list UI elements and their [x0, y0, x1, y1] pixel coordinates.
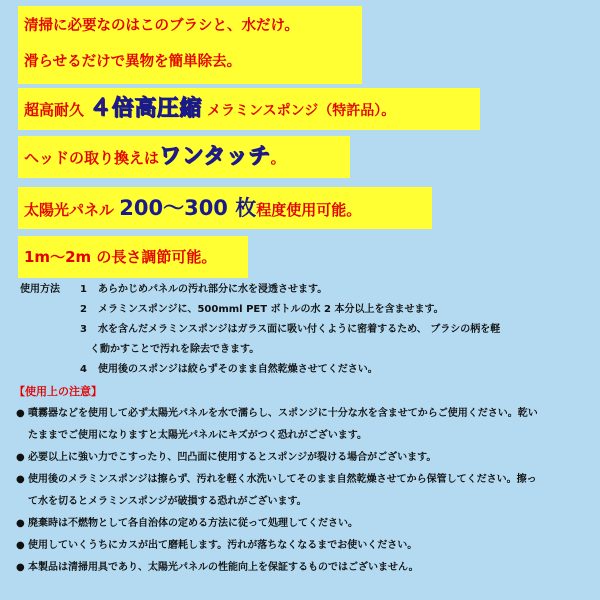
usage-label: 使用方法 [20, 284, 60, 295]
caution-continuation: たままでご使用になりますと太陽光パネルにキズがつく恐れがございます。 [28, 430, 367, 441]
usage-step-text: 使用後のスポンジは絞らずそのまま自然乾燥させてください。 [98, 364, 378, 375]
caution-text: 噴霧器などを使用して必ず太陽光パネルを水で濡らし、スポンジに十分な水を含ませてからご使用ください。乾い [28, 408, 538, 419]
bullet-icon: ● [16, 540, 25, 551]
highlight-line-3-pre: 超高耐久 [24, 101, 85, 119]
caution-continuation: て水を切るとメラミンスポンジが破損する恐れがございます。 [28, 496, 307, 507]
usage-step [20, 300, 590, 320]
highlight-line-5-post: 程度使用可能。 [256, 201, 362, 219]
highlight-line-2: 滑らせるだけで異物を簡単除去。 [24, 54, 242, 70]
highlight-line-4-post: 。 [270, 149, 286, 167]
caution-text: 必要以上に強い力でこすったり、凹凸面に使用するとスポンジが裂ける場合がございます。 [28, 452, 437, 463]
usage-step [20, 320, 590, 340]
highlight-line-5-pre: 太陽光パネル [24, 201, 115, 219]
highlight-line-4-pre: ヘッドの取り換えは [24, 149, 160, 167]
caution-text: 廃棄時は不燃物として各自治体の定める方法に従って処理してください。 [28, 518, 358, 529]
caution-text: 本製品は清掃用具であり、太陽光パネルの性能向上を保証するものではございません。 [28, 562, 419, 573]
caution-item [16, 403, 588, 425]
highlight-box-6 [18, 236, 248, 278]
caution-heading: 【使用上の注意】 [14, 385, 102, 398]
highlight-line-3-post: メラミンスポンジ（特許品）。 [207, 103, 396, 119]
bullet-icon: ● [16, 408, 25, 419]
usage-step [20, 360, 590, 380]
caution-item [16, 513, 588, 535]
usage-section [20, 280, 590, 380]
caution-text: 使用していくうちにカスが出て磨耗します。汚れが落ちなくなるまでお使いください。 [28, 540, 418, 551]
caution-list [16, 403, 588, 579]
usage-step [20, 280, 590, 300]
usage-step-text: メラミンスポンジに、500mml PET ボトルの水 2 本分以上を含ませます。 [98, 304, 444, 315]
usage-step-number: 4 [80, 364, 87, 375]
usage-step-number: 3 [80, 324, 87, 335]
usage-step-text: 水を含んだメラミンスポンジはガラス面に吸い付くように密着するため、 ブラシの柄を軽 [98, 324, 501, 335]
usage-step-text: あらかじめパネルの汚れ部分に水を浸透させます。 [98, 284, 328, 295]
highlight-box-1 [18, 6, 362, 84]
bullet-icon: ● [16, 562, 25, 573]
bullet-icon: ● [16, 518, 25, 529]
highlight-line-4-big: ワンタッチ [159, 144, 271, 169]
caution-item [16, 557, 588, 579]
highlight-line-5-big: 200〜300 枚 [119, 196, 257, 220]
bullet-icon: ● [16, 474, 25, 485]
usage-step-number: 2 [80, 304, 87, 315]
usage-step-number: 1 [80, 284, 87, 295]
bullet-icon: ● [16, 452, 25, 463]
usage-step-continuation: く動かすことで汚れを除去できます。 [90, 344, 260, 355]
highlight-box-5 [18, 187, 432, 229]
highlight-box-3 [18, 88, 480, 130]
highlight-box-4 [18, 136, 350, 178]
caution-item [16, 535, 588, 557]
highlight-line-1: 清掃に必要なのはこのブラシと、水だけ。 [24, 18, 299, 34]
caution-item [16, 469, 588, 491]
highlight-line-3-big: ４倍高圧縮 [89, 96, 202, 121]
caution-text: 使用後のメラミンスポンジは擦らず、汚れを軽く水洗いしてそのまま自然乾燥させてから保管してください。擦っ [28, 474, 537, 485]
highlight-line-6: 1m〜2m の長さ調節可能。 [24, 248, 217, 266]
caution-item [16, 447, 588, 469]
